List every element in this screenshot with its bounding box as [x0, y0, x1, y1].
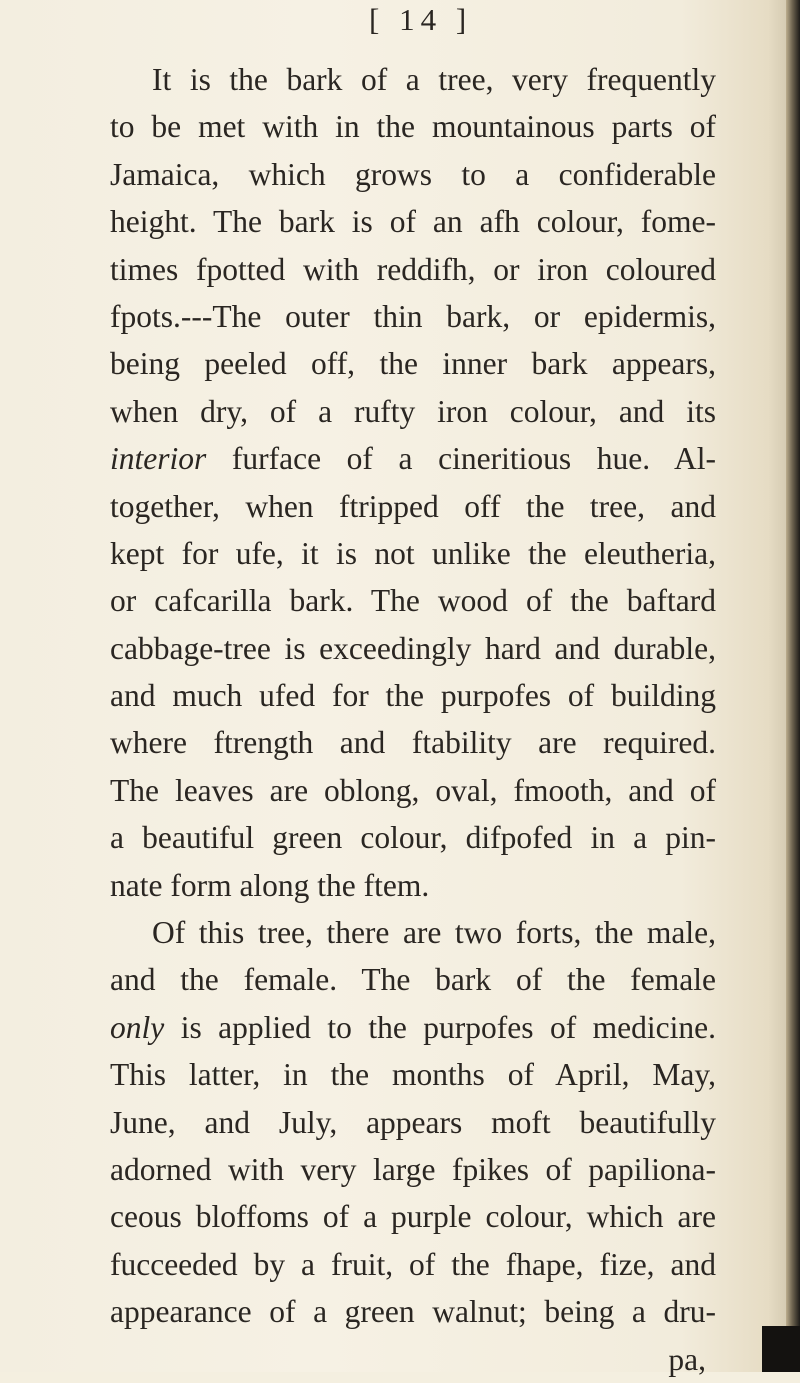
- text-line: [110, 483, 716, 530]
- text-line: [110, 1051, 716, 1098]
- text-line: [110, 719, 716, 766]
- text-line: [110, 909, 716, 956]
- text-line: [110, 1241, 716, 1288]
- text-segment: It is the bark of a tree, very frequently: [152, 62, 716, 97]
- text-segment: and the female. The bark of the female: [110, 962, 716, 998]
- text-segment: times fpotted with reddifh, or iron coloured: [110, 251, 716, 287]
- text-line: [110, 151, 716, 198]
- text-segment: Jamaica, which grows to a confiderable: [110, 156, 716, 192]
- text-segment: This latter, in the months of April, May,: [110, 1057, 716, 1093]
- text-segment: is applied to the purpofes of medicine.: [164, 1009, 716, 1045]
- text-segment: height. The bark is of an afh colour, fome-: [110, 204, 716, 240]
- text-line: [110, 1099, 716, 1146]
- text-segment: a beautiful green colour, difpofed in a pin-: [110, 820, 716, 856]
- text-line: [110, 956, 716, 1003]
- text-segment: where ftrength and ftability are required.: [110, 725, 716, 761]
- body-text: [110, 56, 716, 1383]
- text-line: [110, 530, 716, 577]
- text-segment: and much ufed for the purpofes of building: [110, 678, 716, 714]
- text-segment: Of this tree, there are two forts, the male,: [152, 915, 716, 951]
- page-corner-shadow: [762, 1326, 800, 1372]
- text-line: [110, 814, 716, 861]
- page-binding-edge: [786, 0, 800, 1372]
- text-segment: being peeled off, the inner bark appears,: [110, 346, 716, 382]
- text-line: [110, 198, 716, 245]
- text-line: [110, 435, 716, 482]
- italic-word: interior: [110, 441, 207, 477]
- text-line: [110, 1146, 716, 1193]
- text-segment: fucceeded by a fruit, of the fhape, fize, and: [110, 1246, 716, 1282]
- text-line: [110, 56, 716, 103]
- text-line: [110, 862, 716, 909]
- text-segment: fpots.---The outer thin bark, or epidermis,: [110, 298, 716, 334]
- text-line: [110, 1288, 716, 1335]
- text-line: [110, 672, 716, 719]
- text-segment: kept for ufe, it is not unlike the eleutheria,: [110, 535, 716, 571]
- catchword: pa,: [668, 1341, 706, 1377]
- text-line: [110, 577, 716, 624]
- text-line: [110, 246, 716, 293]
- text-segment: when dry, of a rufty iron colour, and its: [110, 393, 716, 429]
- italic-word: only: [110, 1009, 165, 1045]
- text-segment: nate form along the ftem.: [110, 867, 430, 903]
- text-line: [110, 625, 716, 672]
- text-segment: or cafcarilla bark. The wood of the baftard: [110, 583, 716, 619]
- text-segment: furface of a cineritious hue. Al-: [206, 441, 716, 477]
- text-segment: appearance of a green walnut; being a dru-: [110, 1294, 716, 1330]
- text-segment: adorned with very large fpikes of papiliona-: [110, 1151, 716, 1187]
- page-number: [ 14 ]: [369, 2, 473, 37]
- text-segment: to be met with in the mountainous parts of: [110, 109, 716, 145]
- text-segment: ceous bloffoms of a purple colour, which are: [110, 1199, 716, 1235]
- text-line: [110, 1193, 716, 1240]
- text-line: [110, 388, 716, 435]
- text-segment: cabbage-tree is exceedingly hard and durable,: [110, 630, 716, 666]
- text-line: [110, 293, 716, 340]
- text-line: [110, 1004, 716, 1051]
- text-line: [110, 340, 716, 387]
- text-line: [110, 103, 716, 150]
- text-line: [110, 767, 716, 814]
- text-segment: The leaves are oblong, oval, fmooth, and of: [110, 772, 716, 808]
- text-segment: together, when ftripped off the tree, and: [110, 488, 716, 524]
- text-segment: June, and July, appears moft beautifully: [110, 1104, 716, 1140]
